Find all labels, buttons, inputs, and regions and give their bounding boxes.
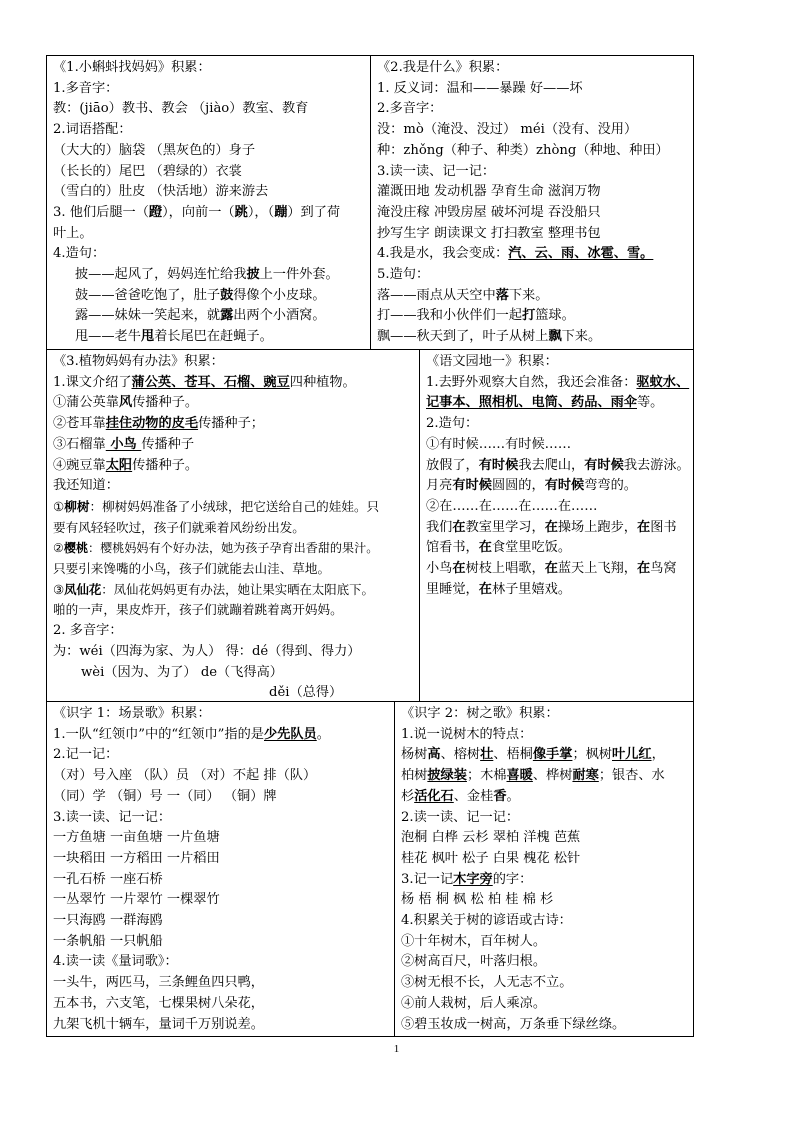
notes-table — [46, 55, 694, 1037]
key-word: 高 — [427, 747, 441, 763]
key-word: 活化石 — [414, 788, 454, 804]
text-line — [426, 476, 687, 497]
text-line: 要有风轻轻吹过，孩子们就乘着风纷纷出发。 — [53, 519, 305, 535]
section-title: 《3.植物妈妈有办法》积累： — [53, 354, 224, 369]
text-line: 抄写生字 朗读课文 打扫教室 整理书包 — [377, 225, 601, 241]
text: 4.我是水，我会变成： — [377, 246, 509, 262]
text: 1.一队“红领巾”中的“红领巾”指的是 — [53, 726, 264, 742]
key-word: 像手掌 — [532, 747, 573, 763]
text-line: 2.记一记： — [53, 747, 119, 763]
key-word: 凤仙花 — [64, 581, 102, 597]
section-what-am-i — [371, 56, 693, 349]
key-word: 甩 — [140, 329, 155, 345]
text: 杨树 — [401, 747, 428, 763]
text: 四种植物。 — [289, 374, 356, 390]
text: 柏树 — [401, 768, 428, 784]
text-line: 一只海鸥 一群海鸥 — [53, 913, 163, 929]
text-line: 教：(jiāo）教书、教会 （jiào）教室、教育 — [53, 101, 309, 117]
text-line: 九架飞机十辆车，量词千万别说差。 — [53, 1016, 264, 1032]
text-line: ②在……在……在……在…… — [426, 498, 598, 514]
text: 、榕树 — [440, 747, 481, 763]
text-line — [53, 327, 364, 348]
section-title: 《识字 1：场景歌》积累： — [53, 706, 211, 721]
text-line: 4.造句： — [53, 246, 106, 262]
key-word: 叶儿红 — [612, 747, 652, 763]
text-line: 一条帆船 一只帆船 — [53, 933, 163, 949]
text: ， — [651, 747, 665, 763]
text: 3. 他们后腿一（ — [53, 204, 149, 220]
text: 。 — [316, 726, 330, 742]
key-word: 喜暖 — [506, 768, 533, 784]
text: ④豌豆靠 — [53, 457, 106, 473]
text-line — [401, 745, 687, 766]
text-line: 一丛翠竹 一片翠竹 一棵翠竹 — [53, 892, 220, 908]
text-line: 一头牛，两匹马，三条鲤鱼四只鸭， — [53, 975, 264, 991]
key-word: 落 — [495, 287, 509, 303]
text: ①蒲公英靠 — [53, 395, 119, 411]
text-line: 2.词语搭配： — [53, 122, 132, 138]
text-line: 一孔石桥 一座石桥 — [53, 871, 163, 887]
text: 教室里学习， — [465, 519, 545, 535]
text: 。 — [506, 788, 520, 804]
text: 、梧桐 — [493, 747, 533, 763]
section-tadpole — [47, 56, 370, 349]
text-line: 为：wéi（四海为家、为人） 得：dé（得到、得力） — [53, 643, 361, 659]
text-line: （大大的）脑袋 （黑灰色的）身子 — [53, 142, 256, 158]
text-line: 一方鱼塘 一亩鱼塘 一片鱼塘 — [53, 830, 220, 846]
text: 我去爬山， — [518, 457, 585, 473]
text: 出两个小酒窝。 — [233, 308, 326, 324]
text: 鸟窝 — [650, 561, 677, 577]
text: 、金桂 — [453, 788, 494, 804]
text-line — [401, 870, 687, 891]
text: 篮球。 — [535, 308, 575, 324]
key-word: 有时候 — [452, 478, 492, 494]
text-line: 种：zhǒng（种子、种类）zhòng（种地、种田） — [377, 142, 669, 158]
text-line — [426, 373, 690, 394]
text-line — [53, 286, 364, 307]
key-word: 太阳 — [105, 457, 133, 473]
text: 传播种子。 — [132, 395, 199, 411]
text-line: ⑤碧玉妆成一树高，万条垂下绿丝绦。 — [401, 1016, 626, 1032]
text: 放假了， — [426, 457, 479, 473]
key-word: 在 — [544, 561, 558, 577]
key-word: 小鸟 — [105, 436, 142, 452]
text-line — [377, 306, 687, 327]
text-line: 桂花 枫叶 松子 白果 槐花 松针 — [401, 850, 581, 866]
key-word: 蹬 — [148, 204, 163, 220]
text-line: 2.造句： — [426, 416, 479, 432]
text-line: wèi（因为、为了） de（飞得高） — [81, 664, 283, 680]
text: 的字： — [492, 871, 533, 887]
key-word: 在 — [637, 561, 651, 577]
text: 上一件外套。 — [259, 267, 339, 283]
text: 小鸟 — [426, 561, 453, 577]
text-line — [53, 373, 413, 394]
text-line: ④前人栽树，后人乘凉。 — [401, 995, 547, 1011]
key-word: 跳 — [234, 204, 248, 220]
key-word: 蹦 — [274, 204, 288, 220]
text-line: 4.读一读《量词歌》： — [53, 954, 178, 970]
key-word: 蒲公英、苍耳、石榴、豌豆 — [131, 374, 290, 390]
text: ：凤仙花妈妈更有办法，她让果实晒在太阳底下。 — [101, 581, 374, 597]
text-line — [426, 393, 687, 414]
page-number: 1 — [393, 1043, 400, 1055]
text-line: 5.造句： — [377, 267, 430, 283]
text-line — [426, 580, 687, 601]
text: 操场上跑步， — [557, 519, 637, 535]
text-line: 淹没庄稼 冲毁房屋 破坏河堤 吞没船只 — [377, 204, 601, 220]
text: ② — [53, 541, 64, 556]
key-word: 打 — [522, 308, 536, 324]
text: 杉 — [401, 788, 415, 804]
key-word: 樱桃 — [63, 541, 89, 556]
text: 食堂里吃饭。 — [491, 540, 572, 556]
text: ）到了荷 — [287, 204, 341, 220]
text: ：樱桃妈妈有个好办法，她为孩子孕育出香甜的果汁。 — [88, 541, 379, 556]
text-line — [401, 787, 687, 808]
text-line: 叶上。 — [53, 225, 93, 241]
text-line: 2.多音字： — [377, 101, 443, 117]
key-word: 在 — [478, 581, 492, 597]
text-line: （长长的）尾巴 （碧绿的）衣裳 — [53, 163, 242, 179]
text: 馆看书， — [426, 540, 479, 556]
section-language-garden — [420, 350, 693, 701]
text: ；枫树 — [572, 747, 612, 763]
text-line: （雪白的）肚皮 （快活地）游来游去 — [53, 184, 269, 200]
text-line — [53, 265, 364, 286]
key-word: 耐寒 — [572, 768, 599, 784]
text-line — [53, 203, 364, 224]
text: 传播种子 — [141, 436, 195, 452]
key-word: 有时候 — [584, 457, 624, 473]
text-line — [53, 725, 388, 746]
text-line: 杨 梧 桐 枫 松 柏 桂 棉 杉 — [401, 892, 554, 908]
text-line — [53, 435, 413, 456]
key-word: 鼓 — [220, 287, 234, 303]
text-line — [53, 306, 364, 327]
text-line: 1.说一说树木的特点： — [401, 726, 533, 742]
key-word: 在 — [478, 540, 492, 556]
text-line: 五本书，六支笔，七棵果树八朵花， — [53, 995, 264, 1011]
text-line: 2.读一读、记一记： — [401, 809, 520, 825]
text-line: 3.读一读、记一记： — [377, 163, 496, 179]
text-line: 3.读一读、记一记： — [53, 809, 172, 825]
text: 蓝天上飞翔， — [557, 561, 637, 577]
text: 1.课文介绍了 — [53, 374, 132, 390]
text-line — [53, 497, 413, 518]
text: 鼓——爸爸吃饱了，肚子 — [75, 287, 221, 303]
text-line: děi（总得） — [269, 685, 343, 701]
text: 传播种子； — [198, 416, 264, 432]
text-line: （同）学 （铜）号 一（同） （铜）牌 — [53, 788, 277, 804]
section-title: 《2.我是什么》积累： — [377, 60, 509, 75]
text: 1.去野外观察大自然，我还会准备： — [426, 374, 637, 390]
text-line — [53, 393, 413, 414]
text: ；银杏、水 — [598, 768, 665, 784]
text-line: 2. 多音字： — [53, 623, 123, 639]
key-word: 驱蚊水、 — [636, 374, 690, 390]
text: 图书 — [650, 519, 677, 535]
text-line: 没：mò（淹没、没过） méi（没有、没用） — [377, 122, 638, 138]
section-title: 《1.小蝌蚪找妈妈》积累： — [53, 60, 211, 75]
text-line: ①有时候……有时候…… — [426, 436, 572, 452]
key-word: 在 — [544, 519, 558, 535]
key-word: 飘 — [548, 329, 562, 345]
text: 落——雨点从天空中 — [377, 287, 496, 303]
text-line — [401, 766, 687, 787]
text: 我去游泳。 — [623, 457, 690, 473]
text: 披——起风了，妈妈连忙给我 — [75, 267, 247, 283]
text: 弯弯的。 — [584, 478, 637, 494]
text: 飘——秋天到了，叶子从树上 — [377, 329, 549, 345]
text: ① — [53, 498, 65, 514]
text: 里睡觉， — [426, 581, 479, 597]
key-word: 有时候 — [478, 457, 519, 473]
text: 打——我和小伙伴们一起 — [377, 308, 523, 324]
text-line: 只要引来馋嘴的小鸟，孩子们就能去山洼、草地。 — [53, 561, 331, 577]
text-line — [377, 327, 687, 348]
key-word: 有时候 — [544, 478, 585, 494]
key-word: 柳树 — [64, 498, 90, 514]
text: ③石榴靠 — [53, 436, 106, 452]
text: 林子里嬉戏。 — [491, 581, 572, 597]
section-tree-song — [395, 702, 693, 1036]
text: 圆圆的， — [491, 478, 545, 494]
text: ②苍耳靠 — [53, 416, 106, 432]
key-word: 香 — [493, 788, 507, 804]
text-line: 一块稻田 一方稻田 一片稻田 — [53, 850, 220, 866]
text: ③ — [53, 581, 65, 597]
key-word: 风 — [118, 395, 133, 411]
text: ：柳树妈妈准备了小绒球，把它送给自己的娃娃。只 — [89, 498, 380, 514]
key-word: 在 — [637, 519, 651, 535]
text-line: （对）号入座 （队）员 （对）不起 排（队） — [53, 768, 317, 784]
text-line: 灌溉田地 发动机器 孕育生命 滋润万物 — [377, 184, 601, 200]
text: 着长尾巴在赶蝇子。 — [154, 329, 273, 345]
text-line — [53, 414, 413, 435]
text: 树枝上唱歌， — [465, 561, 545, 577]
text-line — [53, 580, 413, 601]
key-word: 披绿装 — [427, 768, 467, 784]
text: 、桦树 — [532, 768, 573, 784]
key-word: 在 — [452, 561, 466, 577]
key-word: 露 — [220, 308, 234, 324]
key-word: 木字旁 — [453, 871, 493, 887]
text-line: ①十年树木，百年树人。 — [401, 933, 547, 949]
text-line — [377, 286, 687, 307]
text-line: 啪的一声，果皮炸开，孩子们就蹦着跳着离开妈妈。 — [53, 602, 343, 618]
key-word: 记事本、照相机、电筒、药品、雨伞 — [426, 395, 637, 411]
text: 我们 — [426, 519, 453, 535]
text-line — [426, 518, 687, 539]
section-title: 《语文园地一》积累： — [426, 354, 558, 369]
key-word: 披 — [246, 267, 260, 283]
section-scene-song — [47, 702, 394, 1036]
text: 得像个小皮球。 — [233, 287, 326, 303]
text-line: 1.多音字： — [53, 80, 119, 96]
text: 等。 — [637, 395, 664, 411]
text: 下来。 — [508, 287, 549, 303]
text-line: 我还知道： — [53, 478, 119, 494]
text-line — [53, 538, 413, 559]
text-line — [377, 244, 687, 265]
text-line: ③树无根不长，人无志不立。 — [401, 975, 573, 991]
text-line: 泡桐 白桦 云杉 翠柏 洋槐 芭蕉 — [401, 830, 581, 846]
text: 下来。 — [561, 329, 602, 345]
text-line — [426, 538, 687, 559]
text-line: 4.积累关于树的谚语或古诗： — [401, 913, 572, 929]
text: ；木棉 — [466, 768, 507, 784]
key-word: 在 — [452, 519, 466, 535]
text-line — [53, 456, 413, 477]
text: 传播种子。 — [132, 457, 199, 473]
key-word: 挂住动物的皮毛 — [105, 416, 199, 432]
text-line — [426, 456, 690, 477]
key-word: 壮 — [480, 747, 494, 763]
text-line: 1. 反义词：温和——暴躁 好——坏 — [377, 80, 583, 96]
key-word: 汽、云、雨、冰雹、雪。 — [508, 246, 654, 262]
text-line: ②树高百尺，叶落归根。 — [401, 954, 547, 970]
text: 月亮 — [426, 478, 453, 494]
text: ），向前一（ — [162, 204, 235, 220]
section-title: 《识字 2：树之歌》积累： — [401, 706, 559, 721]
text: 露——妹妹一笑起来，就 — [75, 308, 221, 324]
key-word: 少先队员 — [264, 726, 317, 742]
section-plant-mothers — [47, 350, 419, 701]
text-line — [426, 559, 687, 580]
text: ），（ — [247, 204, 275, 220]
text: 甩——老牛 — [75, 329, 141, 345]
text: 3.记一记 — [401, 871, 454, 887]
